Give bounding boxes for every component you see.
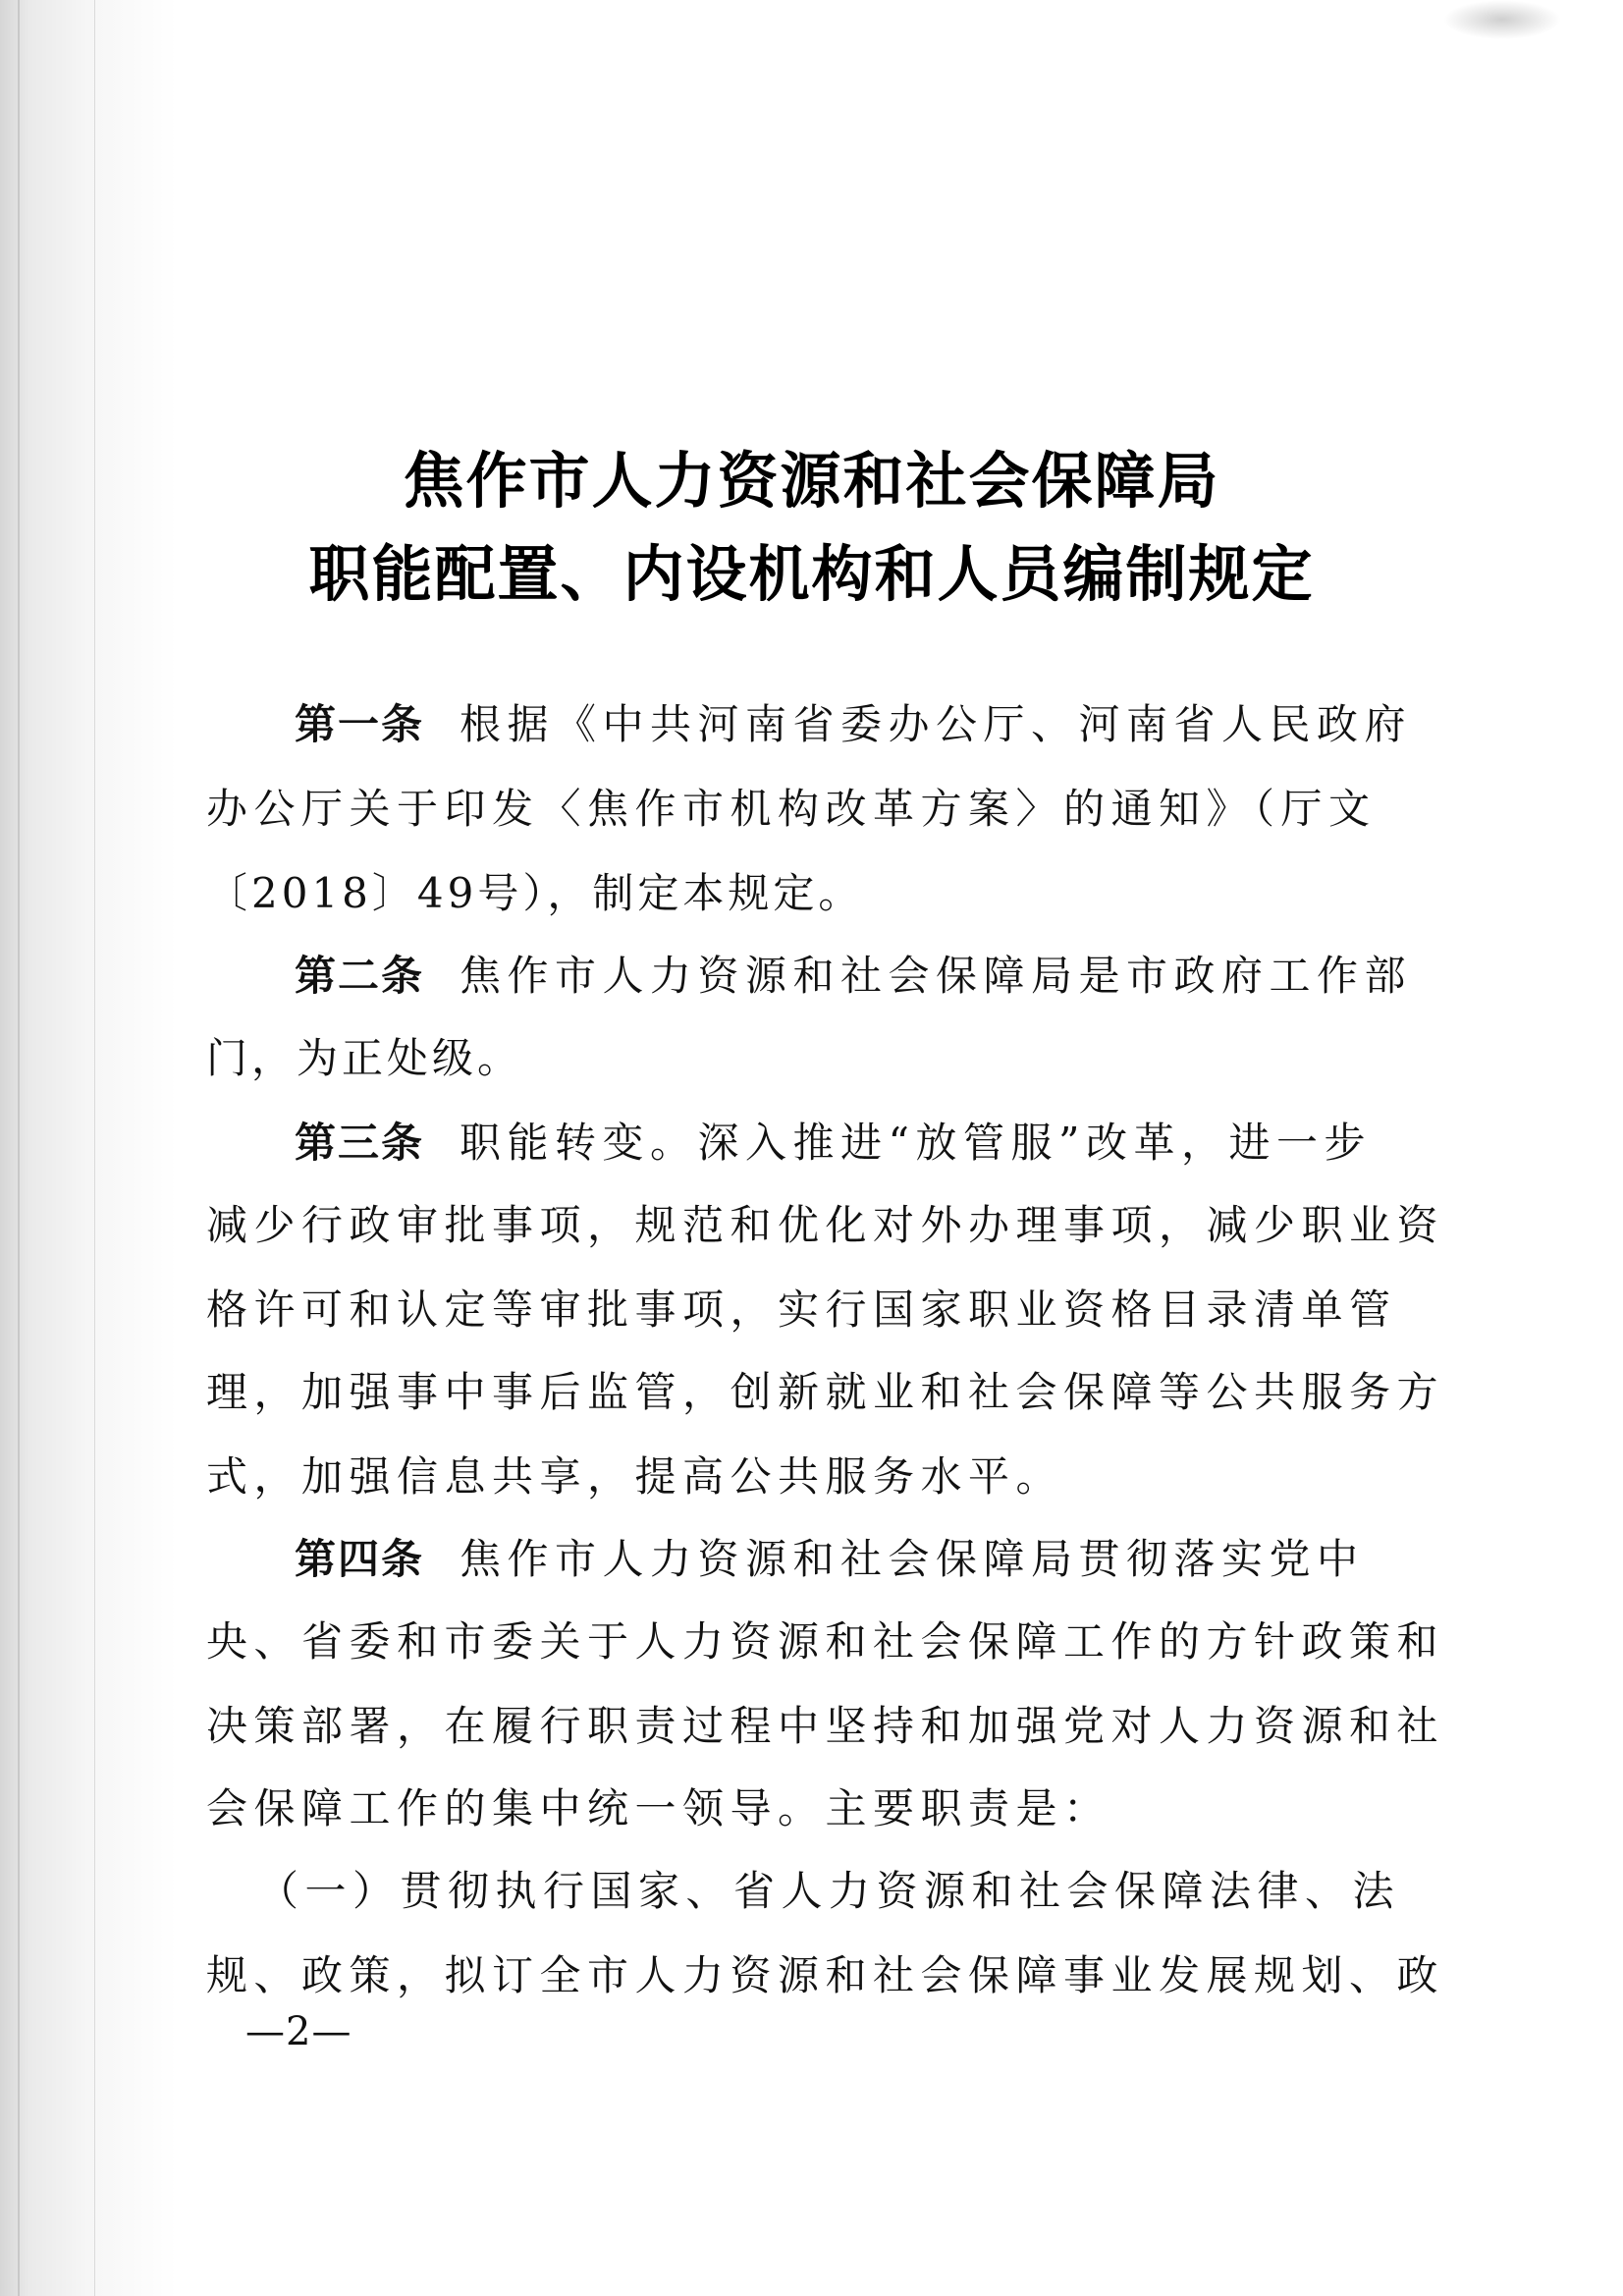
- article-4-label: 第四条: [295, 1535, 425, 1583]
- article-3-line: 格许可和认定等审批事项，实行国家职业资格目录清单管: [206, 1285, 1397, 1334]
- article-3-text: 职能转变。深入推进“放管服”改革，进一步: [460, 1119, 1372, 1167]
- article-3-line: [295, 1118, 1384, 1169]
- article-2-line: [295, 951, 1413, 1002]
- page-number: —2—: [245, 2009, 352, 2054]
- document-title-line-2: 职能配置、内设机构和人员编制规定: [308, 538, 1315, 610]
- article-2-label: 第二条: [295, 952, 425, 1000]
- scan-smudge: [1443, 0, 1561, 39]
- duty-item-1-line: 规、政策，拟订全市人力资源和社会保障事业发展规划、政: [206, 1951, 1445, 1999]
- article-4-line: 央、省委和市委关于人力资源和社会保障工作的方针政策和: [206, 1617, 1445, 1666]
- article-1-line: [295, 699, 1413, 750]
- article-1-line: 办公厅关于印发〈焦作市机构改革方案〉的通知》（厅文: [206, 785, 1377, 833]
- article-3-label: 第三条: [295, 1119, 425, 1167]
- scan-artifact-line: [18, 0, 20, 2296]
- article-3-line: 式，加强信息共享，提高公共服务水平。: [206, 1452, 1064, 1501]
- document-title-line-1: 焦作市人力资源和社会保障局: [403, 445, 1220, 517]
- article-3-line: 理，加强事中事后监管，创新就业和社会保障等公共服务方: [206, 1368, 1445, 1416]
- scan-artifact-line: [94, 0, 95, 2296]
- duty-item-1-line: （一）贯彻执行国家、省人力资源和社会保障法律、法: [257, 1867, 1401, 1915]
- article-4-line: 会保障工作的集中统一领导。主要职责是：: [206, 1784, 1111, 1832]
- article-3-line: 减少行政审批事项，规范和优化对外办理事项，减少职业资: [206, 1201, 1445, 1249]
- article-4-line: [295, 1534, 1384, 1585]
- article-1-line: 〔2018〕49号），制定本规定。: [206, 869, 864, 917]
- article-2-text: 焦作市人力资源和社会保障局是市政府工作部: [460, 952, 1413, 1000]
- article-1-label: 第一条: [295, 700, 425, 748]
- article-4-line: 决策部署，在履行职责过程中坚持和加强党对人力资源和社: [206, 1702, 1445, 1750]
- article-2-line: 门，为正处级。: [206, 1034, 523, 1082]
- scan-edge-shadow: [0, 0, 177, 2296]
- article-4-text: 焦作市人力资源和社会保障局贯彻落实党中: [460, 1535, 1365, 1583]
- article-1-text: 根据《中共河南省委办公厅、河南省人民政府: [460, 700, 1413, 748]
